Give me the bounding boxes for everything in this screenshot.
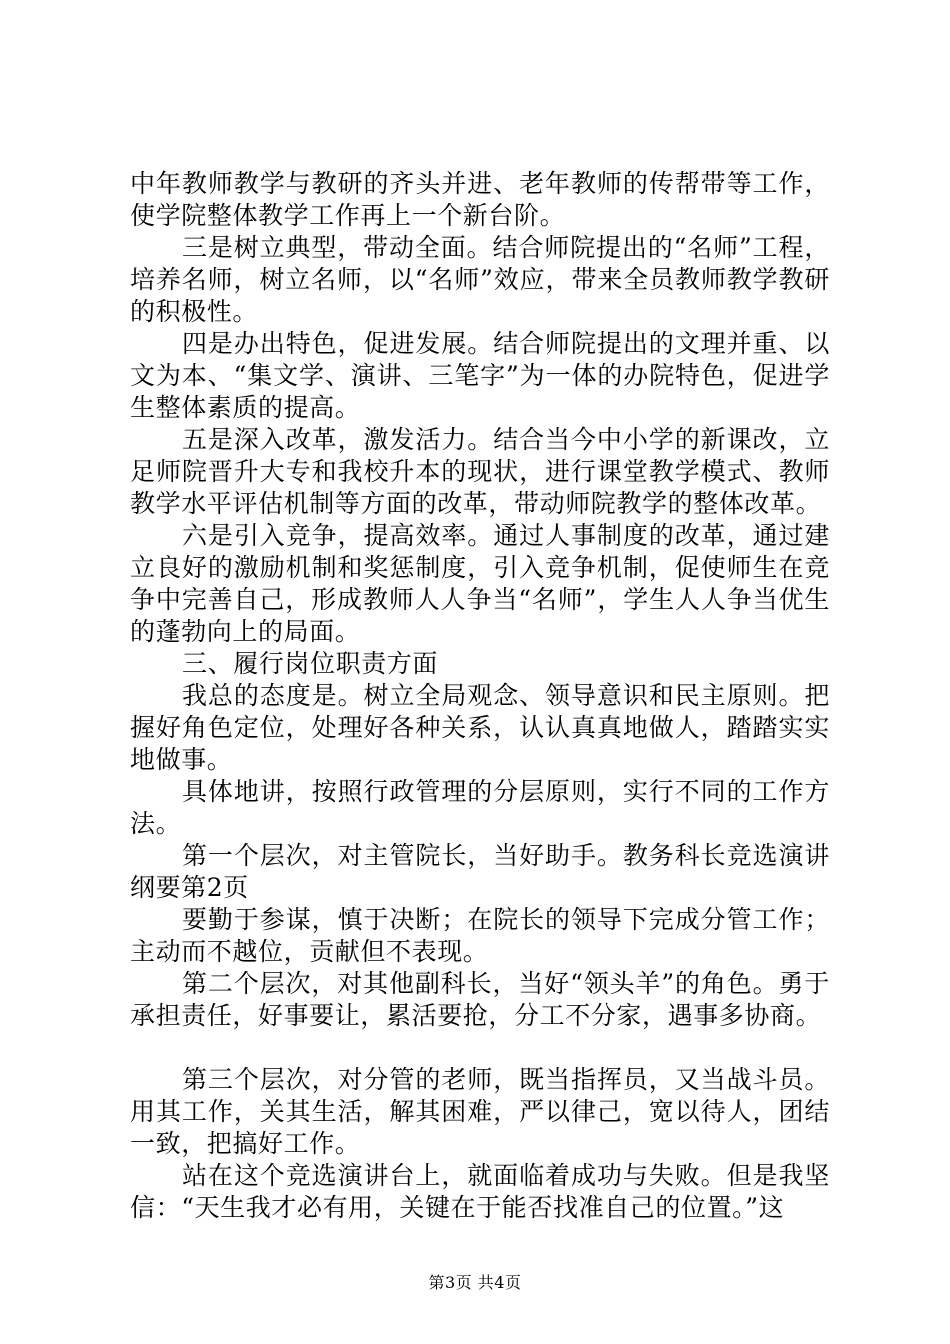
paragraph-11: 第二个层次，对其他副科长，当好“领头羊”的角色。勇于承担责任，好事要让，累活要抢，分工不分家，遇事多协商。 [130, 969, 830, 1030]
paragraph-1: 中年教师教学与教研的齐头并进、老年教师的传帮带等工作，使学院整体教学工作再上一个新台阶。 [130, 169, 830, 230]
paragraph-3: 四是办出特色，促进发展。结合师院提出的文理并重、以文为本、“集文学、演讲、三笔字”为一体的办院特色，促进学生整体素质的提高。 [130, 329, 830, 422]
paragraph-4: 五是深入改革，激发活力。结合当今中小学的新课改，立足师院晋升大专和我校升本的现状，进行课堂教学模式、教师教学水平评估机制等方面的改革，带动师院教学的整体改革。 [130, 425, 830, 518]
document-body [130, 168, 830, 1224]
paragraph-5: 六是引入竞争，提高效率。通过人事制度的改革，通过建立良好的激励机制和奖惩制度，引入竞争机制，促使师生在竞争中完善自己，形成教师人人争当“名师”，学生人人争当优生的蓬勃向上的局面。 [130, 521, 830, 646]
paragraph-9: 第一个层次，对主管院长，当好助手。教务科长竞选演讲纲要第2页 [130, 841, 830, 902]
paragraph-10: 要勤于参谋，慎于决断；在院长的领导下完成分管工作；主动而不越位，贡献但不表现。 [130, 905, 830, 966]
paragraph-13: 站在这个竞选演讲台上，就面临着成功与失败。但是我坚信：“天生我才必有用，关键在于能否找准自己的位置。”这 [130, 1161, 830, 1222]
paragraph-2: 三是树立典型，带动全面。结合师院提出的“名师”工程，培养名师，树立名师，以“名师”效应，带来全员教师教学教研的积极性。 [130, 233, 830, 326]
page-number-label: 第3页 共4页 [428, 1273, 522, 1292]
paragraph-8: 具体地讲，按照行政管理的分层原则，实行不同的工作方法。 [130, 777, 830, 838]
paragraph-7: 我总的态度是。树立全局观念、领导意识和民主原则。把握好角色定位，处理好各种关系，认认真真地做人，踏踏实实地做事。 [130, 681, 830, 774]
section-heading: 三、履行岗位职责方面 [182, 649, 439, 678]
page-footer [0, 1273, 950, 1293]
paragraph-12: 第三个层次，对分管的老师，既当指挥员，又当战斗员。用其工作，关其生活，解其困难，严以律己，宽以待人，团结一致，把搞好工作。 [130, 1065, 830, 1158]
